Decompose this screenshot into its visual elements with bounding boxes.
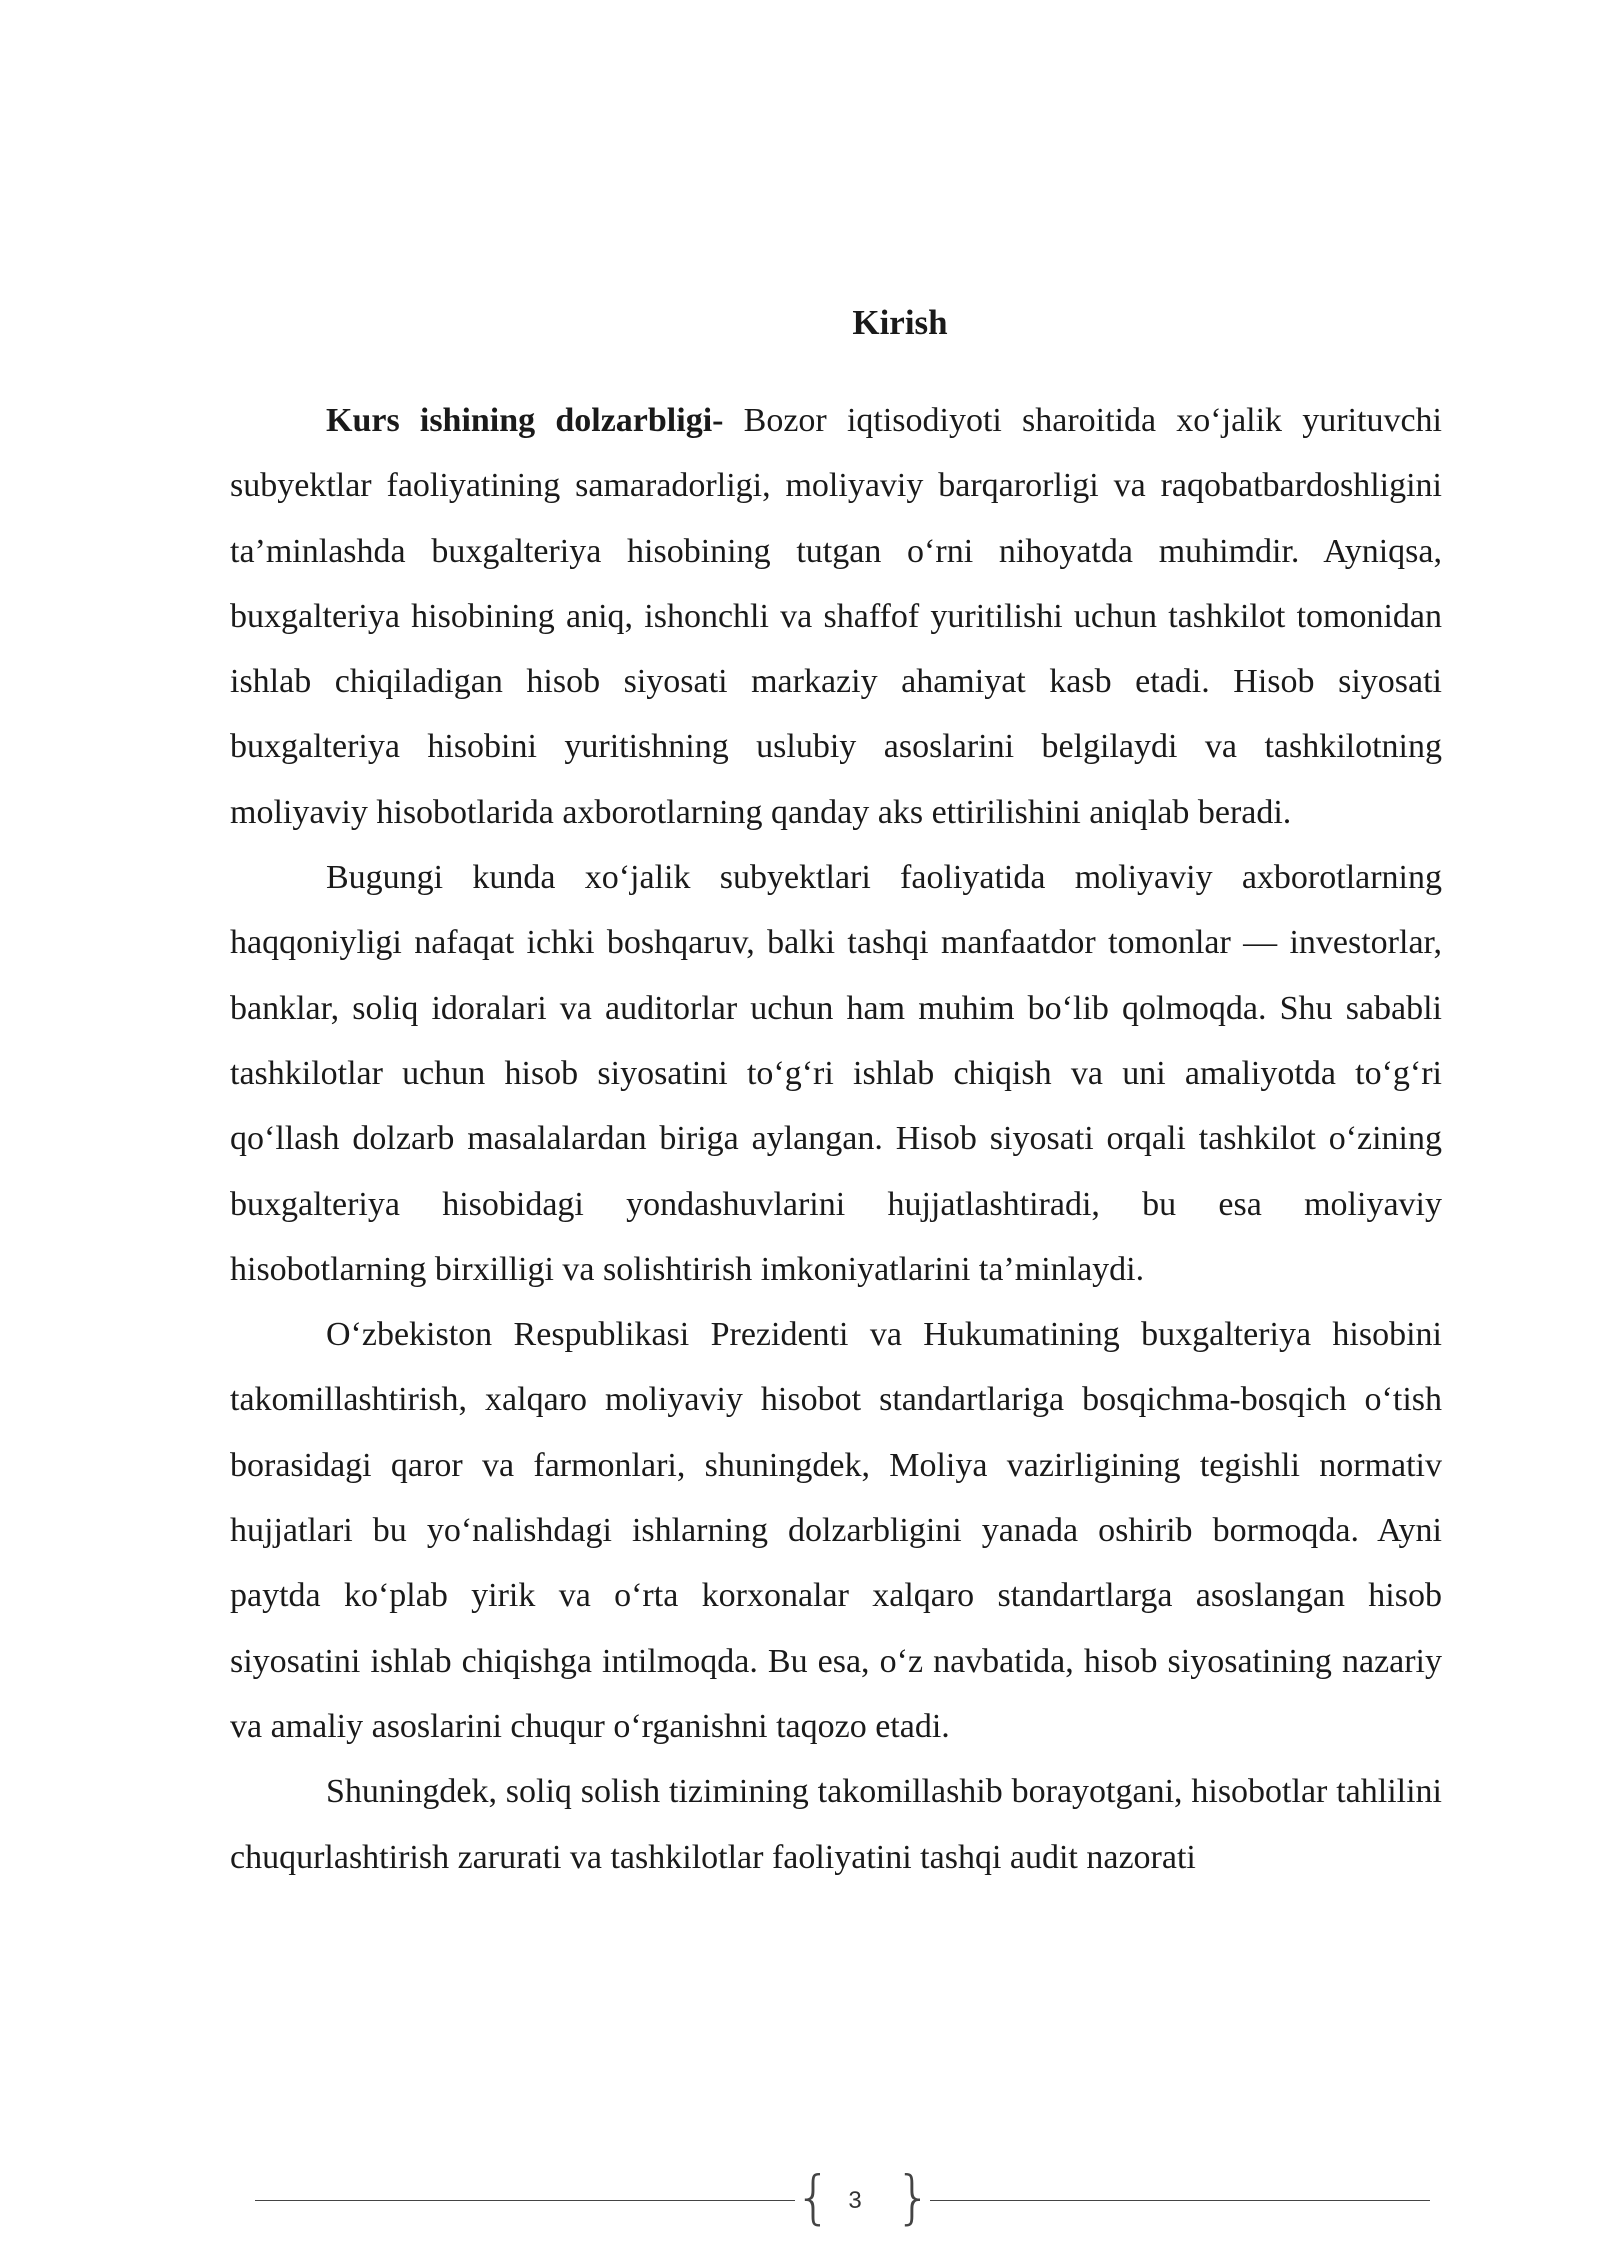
footer-rule-left xyxy=(255,2200,795,2201)
left-brace-icon: { xyxy=(795,2163,832,2231)
right-brace-icon: } xyxy=(895,2163,932,2231)
paragraph-4: Shuningdek, soliq solish tizimining takomillashib borayotgani, hisobotlar tahlilini chuqurlashtirish zarurati va tashkilotlar faoliyatini tashqi audit nazorati xyxy=(230,1773,1442,1876)
page-number: 3 xyxy=(848,2187,862,2214)
page-footer xyxy=(255,2163,1430,2231)
paragraph-1-text: Bozor iqtisodiyoti sharoitida xo‘jalik yurituvchi subyektlar faoliyatining samaradorligi, moliyaviy barqarorligi va raqobatbardoshligini ta’minlashda buxgalteriya hisobining tutgan o‘rni nihoyatda muhimdir. Ayniqsa, buxgalteriya hisobining aniq, ishonchli va shaffof yuritilishi uchun tashkilot tomonidan ishlab chiqiladigan hisob siyosati markaziy ahamiyat kasb etadi. Hisob siyosati buxgalteriya hisobini yuritishning uslubiy asoslarini belgilaydi va tashkilotning moliyaviy hisobotlarida axborotlarning qanday aks ettirilishini aniqlab beradi. xyxy=(230,402,1442,831)
paragraph-3: O‘zbekiston Respublikasi Prezidenti va Hukumatining buxgalteriya hisobini takomillashtirish, xalqaro moliyaviy hisobot standartlariga bosqichma-bosqich o‘tish borasidagi qaror va farmonlari, shuningdek, Moliya vazirligining tegishli normativ hujjatlari bu yo‘nalishdagi ishlarning dolzarbligini yanada oshirib bormoqda. Ayni paytda ko‘plab yirik va o‘rta korxonalar xalqaro standartlarga asoslangan hisob siyosatini ishlab chiqishga intilmoqda. Bu esa, o‘z navbatida, hisob siyosatining nazariy va amaliy asoslarini chuqur o‘rganishni taqozo etadi. xyxy=(230,1316,1442,1745)
footer-rule-right xyxy=(930,2200,1430,2201)
paragraph-lead-heading: Kurs ishining dolzarbligi- xyxy=(326,402,724,439)
page-title: Kirish xyxy=(852,303,948,342)
paragraph-2: Bugungi kunda xo‘jalik subyektlari faoliyatida moliyaviy axborotlarning haqqoniyligi nafaqat ichki boshqaruv, balki tashqi manfaatdor tomonlar — investorlar, banklar, soliq idoralari va auditorlar uchun ham muhim bo‘lib qolmoqda. Shu sababli tashkilotlar uchun hisob siyosatini to‘g‘ri ishlab chiqish va uni amaliyotda to‘g‘ri qo‘llash dolzarb masalalardan biriga aylangan. Hisob siyosati orqali tashkilot o‘zining buxgalteriya hisobidagi yondashuvlarini hujjatlashtiradi, bu esa moliyaviy hisobotlarning birxilligi va solishtirish imkoniyatlarini ta’minlaydi. xyxy=(230,859,1442,1288)
paragraph-1 xyxy=(230,388,1442,845)
body-text xyxy=(230,388,1442,1890)
